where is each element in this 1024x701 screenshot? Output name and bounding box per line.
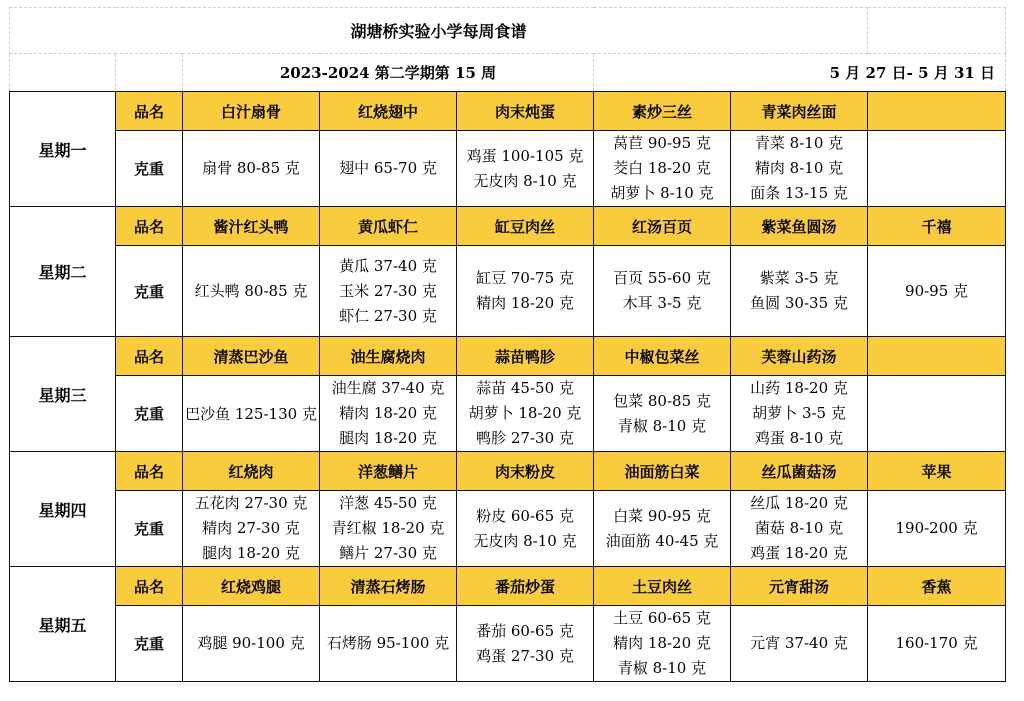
ingredient-weight: 胡萝卜 3-5 克 xyxy=(752,404,846,422)
dish-name: 番茄炒蛋 xyxy=(457,567,594,606)
day-label: 星期三 xyxy=(10,337,116,452)
dish-weight-cell xyxy=(183,491,320,567)
empty-cell xyxy=(116,54,183,92)
ingredient-weight: 腿肉 18-20 克 xyxy=(202,544,300,562)
dish-weight-cell xyxy=(731,376,868,452)
ingredient-weight: 胡萝卜 18-20 克 xyxy=(468,404,582,422)
dish-weight-cell xyxy=(868,131,1006,207)
dish-name: 香蕉 xyxy=(868,567,1006,606)
dish-weight-cell xyxy=(457,491,594,567)
weekly-menu-table xyxy=(9,7,1006,682)
ingredient-weight: 鳝片 27-30 克 xyxy=(339,544,437,562)
dish-weight-cell xyxy=(868,491,1006,567)
ingredient-weight: 190-200 克 xyxy=(895,519,978,537)
name-label: 品名 xyxy=(116,207,183,246)
dish-name: 洋葱鳝片 xyxy=(320,452,457,491)
day-label: 星期一 xyxy=(10,92,116,207)
ingredient-weight: 土豆 60-65 克 xyxy=(613,609,711,627)
ingredient-weight: 无皮肉 8-10 克 xyxy=(473,171,577,190)
dish-weight-cell xyxy=(320,606,457,682)
dish-name: 紫菜鱼圆汤 xyxy=(731,207,868,246)
dish-weight-cell xyxy=(320,491,457,567)
dish-name-row xyxy=(10,452,1006,491)
dish-name: 油面筋白菜 xyxy=(594,452,731,491)
ingredient-weight: 百页 55-60 克 xyxy=(613,269,711,287)
weight-label: 克重 xyxy=(116,246,183,337)
ingredient-weight: 鸡蛋 18-20 克 xyxy=(750,544,848,562)
ingredient-weight: 紫菜 3-5 克 xyxy=(759,269,839,287)
ingredient-weight: 无皮肉 8-10 克 xyxy=(473,531,577,550)
dish-name: 酱汁红头鸭 xyxy=(183,207,320,246)
date-range: 5 月 27 日- 5 月 31 日 xyxy=(594,54,1006,92)
weight-label: 克重 xyxy=(116,131,183,207)
dish-weight-cell xyxy=(457,131,594,207)
ingredient-weight: 160-170 克 xyxy=(895,634,978,652)
ingredient-weight: 五花肉 27-30 克 xyxy=(194,494,308,512)
dish-weight-row xyxy=(10,606,1006,682)
dish-name: 青菜肉丝面 xyxy=(731,92,868,131)
ingredient-weight: 鸭胗 27-30 克 xyxy=(476,429,574,447)
ingredient-weight: 白菜 90-95 克 xyxy=(613,506,711,525)
ingredient-weight: 油面筋 40-45 克 xyxy=(605,531,719,550)
dish-name: 丝瓜菌菇汤 xyxy=(731,452,868,491)
dish-name: 蒜苗鸭胗 xyxy=(457,337,594,376)
ingredient-weight: 青椒 8-10 克 xyxy=(617,416,707,435)
name-label: 品名 xyxy=(116,337,183,376)
dish-weight-cell xyxy=(731,491,868,567)
ingredient-weight: 莴苣 90-95 克 xyxy=(613,134,711,152)
dish-weight-cell xyxy=(320,131,457,207)
dish-name: 清蒸巴沙鱼 xyxy=(183,337,320,376)
ingredient-weight: 黄瓜 37-40 克 xyxy=(339,256,437,275)
ingredient-weight: 油生腐 37-40 克 xyxy=(331,379,445,397)
dish-name: 红烧肉 xyxy=(183,452,320,491)
dish-name: 肉末炖蛋 xyxy=(457,92,594,131)
dish-name-row xyxy=(10,92,1006,131)
day-label: 星期四 xyxy=(10,452,116,567)
ingredient-weight: 精肉 27-30 克 xyxy=(202,519,300,537)
dish-name-row xyxy=(10,567,1006,606)
weight-label: 克重 xyxy=(116,491,183,567)
ingredient-weight: 洋葱 45-50 克 xyxy=(339,494,437,512)
menu-title: 湖塘桥实验小学每周食谱 xyxy=(10,8,868,54)
dish-name: 素炒三丝 xyxy=(594,92,731,131)
dish-name: 红汤百页 xyxy=(594,207,731,246)
ingredient-weight: 精肉 8-10 克 xyxy=(754,159,844,177)
ingredient-weight: 90-95 克 xyxy=(905,281,969,300)
dish-weight-cell xyxy=(731,131,868,207)
ingredient-weight: 菌菇 8-10 克 xyxy=(754,519,844,537)
dish-weight-cell xyxy=(594,376,731,452)
ingredient-weight: 缸豆 70-75 克 xyxy=(476,269,574,287)
dish-name: 黄瓜虾仁 xyxy=(320,207,457,246)
dish-weight-cell xyxy=(183,606,320,682)
ingredient-weight: 精肉 18-20 克 xyxy=(613,634,711,652)
dish-weight-cell xyxy=(183,131,320,207)
ingredient-weight: 精肉 18-20 克 xyxy=(476,294,574,312)
dish-weight-cell xyxy=(183,246,320,337)
name-label: 品名 xyxy=(116,567,183,606)
ingredient-weight: 扇骨 80-85 克 xyxy=(202,159,300,177)
dish-weight-cell xyxy=(594,491,731,567)
dish-weight-row xyxy=(10,131,1006,207)
dish-weight-cell xyxy=(594,131,731,207)
dish-name-row xyxy=(10,207,1006,246)
dish-weight-cell xyxy=(320,376,457,452)
ingredient-weight: 玉米 27-30 克 xyxy=(339,281,437,300)
ingredient-weight: 鱼圆 30-35 克 xyxy=(750,294,848,312)
day-label: 星期五 xyxy=(10,567,116,682)
ingredient-weight: 面条 13-15 克 xyxy=(750,184,848,202)
dish-weight-cell xyxy=(868,246,1006,337)
dish-name: 千禧 xyxy=(868,207,1006,246)
dish-name: 白汁扇骨 xyxy=(183,92,320,131)
ingredient-weight: 鸡蛋 8-10 克 xyxy=(754,429,844,447)
empty-cell xyxy=(10,54,116,92)
dish-name-row xyxy=(10,337,1006,376)
dish-name: 中椒包菜丝 xyxy=(594,337,731,376)
weight-label: 克重 xyxy=(116,606,183,682)
dish-name: 元宵甜汤 xyxy=(731,567,868,606)
dish-weight-cell xyxy=(594,246,731,337)
dish-name: 缸豆肉丝 xyxy=(457,207,594,246)
ingredient-weight: 石烤肠 95-100 克 xyxy=(326,634,450,652)
dish-weight-cell xyxy=(868,606,1006,682)
dish-name: 芙蓉山药汤 xyxy=(731,337,868,376)
ingredient-weight: 蒜苗 45-50 克 xyxy=(476,379,574,397)
dish-name xyxy=(868,337,1006,376)
dish-name: 红烧翅中 xyxy=(320,92,457,131)
dish-weight-cell xyxy=(320,246,457,337)
name-label: 品名 xyxy=(116,452,183,491)
dish-weight-cell xyxy=(457,246,594,337)
ingredient-weight: 鸡蛋 100-105 克 xyxy=(466,146,584,165)
menu-body xyxy=(10,92,1006,682)
ingredient-weight: 元宵 37-40 克 xyxy=(750,634,848,652)
ingredient-weight: 木耳 3-5 克 xyxy=(622,294,702,312)
dish-name: 土豆肉丝 xyxy=(594,567,731,606)
dish-weight-cell xyxy=(183,376,320,452)
dish-weight-cell xyxy=(457,376,594,452)
dish-name: 油生腐烧肉 xyxy=(320,337,457,376)
ingredient-weight: 虾仁 27-30 克 xyxy=(339,306,437,325)
ingredient-weight: 精肉 18-20 克 xyxy=(339,404,437,422)
ingredient-weight: 青椒 8-10 克 xyxy=(617,659,707,677)
weight-label: 克重 xyxy=(116,376,183,452)
ingredient-weight: 巴沙鱼 125-130 克 xyxy=(185,404,317,423)
ingredient-weight: 青菜 8-10 克 xyxy=(754,134,844,152)
ingredient-weight: 包菜 80-85 克 xyxy=(613,391,711,410)
dish-name: 肉末粉皮 xyxy=(457,452,594,491)
dish-weight-row xyxy=(10,376,1006,452)
dish-name xyxy=(868,92,1006,131)
dish-weight-row xyxy=(10,246,1006,337)
ingredient-weight: 山药 18-20 克 xyxy=(750,379,848,397)
dish-name: 清蒸石烤肠 xyxy=(320,567,457,606)
ingredient-weight: 青红椒 18-20 克 xyxy=(331,519,445,537)
dish-name: 红烧鸡腿 xyxy=(183,567,320,606)
name-label: 品名 xyxy=(116,92,183,131)
empty-cell xyxy=(868,8,1006,54)
ingredient-weight: 红头鸭 80-85 克 xyxy=(194,281,308,300)
ingredient-weight: 胡萝卜 8-10 克 xyxy=(610,184,714,202)
dish-weight-cell xyxy=(457,606,594,682)
ingredient-weight: 鸡蛋 27-30 克 xyxy=(476,646,574,665)
ingredient-weight: 腿肉 18-20 克 xyxy=(339,429,437,447)
dish-weight-cell xyxy=(594,606,731,682)
dish-name: 苹果 xyxy=(868,452,1006,491)
ingredient-weight: 丝瓜 18-20 克 xyxy=(750,494,848,512)
ingredient-weight: 茭白 18-20 克 xyxy=(613,159,711,177)
ingredient-weight: 粉皮 60-65 克 xyxy=(476,506,574,525)
ingredient-weight: 鸡腿 90-100 克 xyxy=(197,634,305,652)
dish-weight-row xyxy=(10,491,1006,567)
dish-weight-cell xyxy=(868,376,1006,452)
term-week: 2023-2024 第二学期第 15 周 xyxy=(183,54,594,92)
ingredient-weight: 翅中 65-70 克 xyxy=(339,159,437,177)
ingredient-weight: 番茄 60-65 克 xyxy=(476,621,574,640)
dish-weight-cell xyxy=(731,606,868,682)
dish-weight-cell xyxy=(731,246,868,337)
day-label: 星期二 xyxy=(10,207,116,337)
